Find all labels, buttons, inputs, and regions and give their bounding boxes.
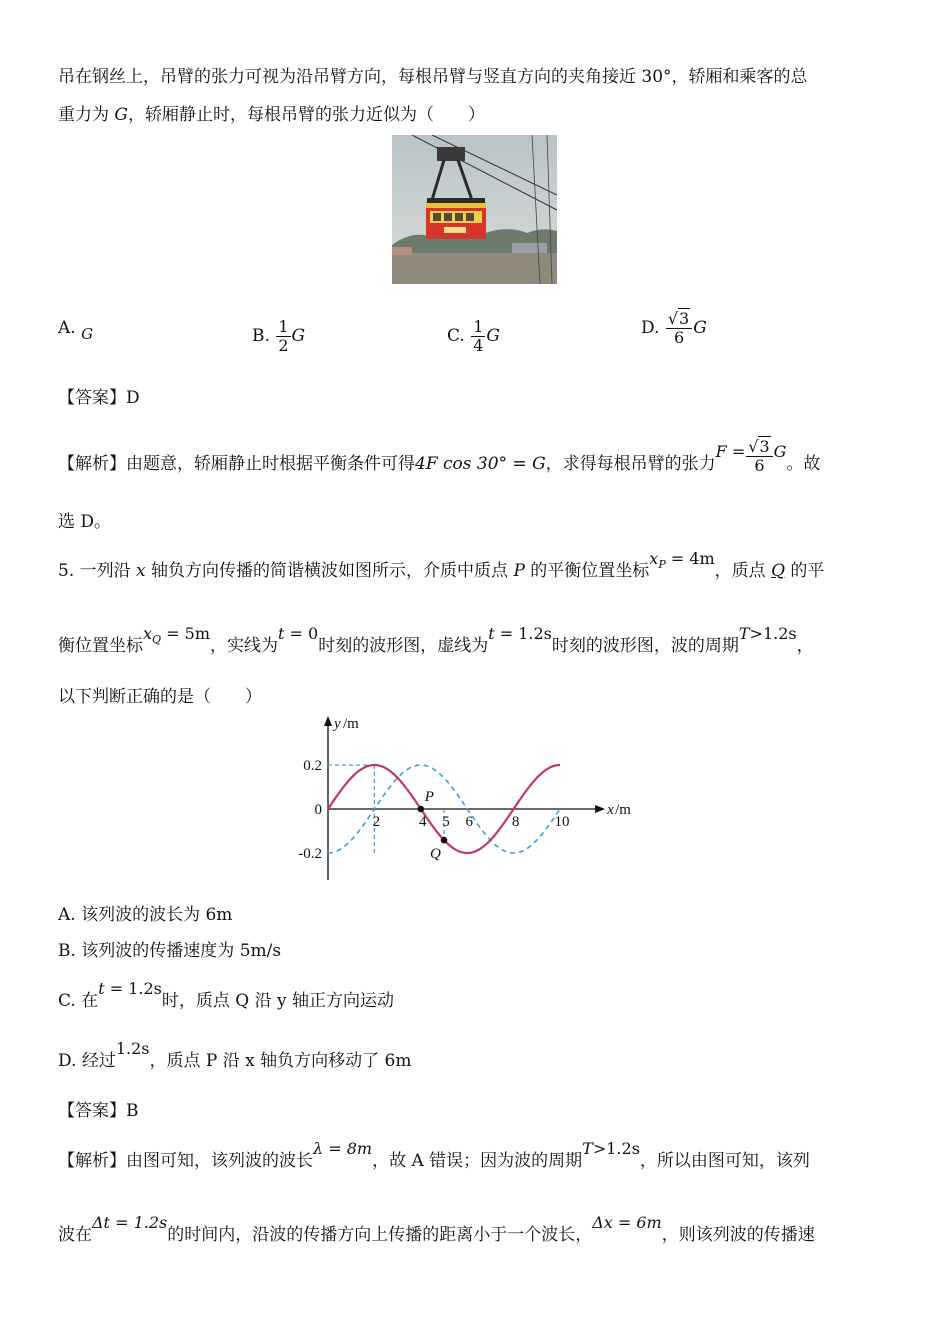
x-axis-unit: /m [615,802,631,818]
q4-option-c[interactable]: C. $\frac{1}{4}$ G [447,317,500,355]
x-tick-label: 4 [419,814,427,830]
fraction: $\frac{√3}{6}$ [666,310,692,347]
q5-answer: 【答案】B [58,1101,139,1121]
q4-stem-line1: 吊在钢丝上，吊臂的张力可视为沿吊臂方向，每根吊臂与竖直方向的夹角接近 30°，轿厢和乘客的总 [58,67,808,87]
q5-option-a[interactable]: A. 该列波的波长为 6m [58,905,233,925]
q5-stem-line1: 5. 一列沿 x 轴负方向传播的简谐横波如图所示，介质中质点 P 的平衡位置坐标$x_P = 4m$，质点 Q 的平 [58,549,825,581]
x-axis-label: x [607,802,614,818]
q4-option-a[interactable]: A. G [58,318,94,343]
q5-stem-line2: 衡位置坐标$x_Q = 5m$，实线为t = 0时刻的波形图，虚线为t = 1.2s时刻的波形图，波的周期T>1.2s， [58,624,814,656]
x-tick-label: 2 [372,814,381,830]
y-axis-unit: /m [343,716,359,732]
q4-stem-line2: 重力为 G，轿厢静止时，每根吊臂的张力近似为（ ） [58,105,485,125]
x-tick-label: 10 [554,814,570,830]
x-tick-label: 6 [465,814,473,830]
point-label-p: P [424,789,434,805]
fraction: $\frac{1}{2}$ [278,317,289,355]
y-axis-label: y [334,716,341,732]
q4-option-b[interactable]: B. $\frac{1}{2}$ G [252,317,306,355]
q4-answer: 【答案】D [58,388,140,408]
q5-option-b[interactable]: B. 该列波的传播速度为 5m/s [58,941,282,961]
q5-analysis-line2: 波在Δt = 1.2s的时间内，沿波的传播方向上传播的距离小于一个波长，Δx = 6m，则该列波的传播速 [58,1213,815,1245]
q4-option-d[interactable]: D. $\frac{√3}{6}$ G [641,309,707,347]
wave-graph [292,714,662,889]
y-axis-arrow [324,716,332,726]
q5-option-c[interactable]: C. 在t = 1.2s时，质点 Q 沿 y 轴正方向运动 [58,979,395,1011]
y-tick-label: 0 [314,802,322,818]
q5-stem-line3: 以下判断正确的是（ ） [58,687,262,707]
y-tick-label: 0.2 [303,758,322,774]
q5-option-d[interactable]: D. 经过1.2s，质点 P 沿 x 轴负方向移动了 6m [58,1039,412,1071]
point-q [441,837,448,844]
fraction: $\frac{1}{4}$ [473,317,484,355]
q5-analysis-line1: 【解析】由图可知，该列波的波长λ = 8m，故 A 错误；因为波的周期T>1.2s，所以由图可知，该列 [58,1139,810,1171]
q4-analysis-line2: 选 D。 [58,512,112,532]
point-label-q: Q [430,846,441,863]
cable-car-photo [392,135,557,284]
x-axis-arrow [595,805,605,813]
y-tick-label: -0.2 [298,846,322,862]
point-p [418,806,425,813]
q4-analysis-line1: 【解析】由题意，轿厢静止时根据平衡条件可得4F cos 30° = G，求得每根吊臂的张力F = $\frac{√3}{6}$ G。故 [58,437,821,475]
x-tick-label: 5 [442,814,450,830]
x-tick-label: 8 [511,814,520,830]
